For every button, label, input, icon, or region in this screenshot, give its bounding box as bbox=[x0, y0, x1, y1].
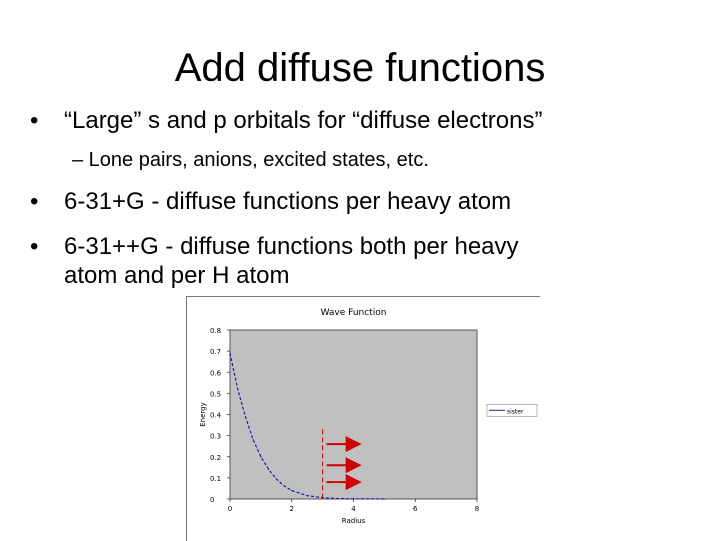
x-axis-label: Radius bbox=[341, 517, 366, 525]
bullet-text-line2: atom and per H atom bbox=[64, 262, 290, 289]
x-tick-label: 8 bbox=[474, 505, 480, 513]
bullet-text-line1: 6-31++G - diffuse functions both per heavy bbox=[64, 233, 519, 260]
data-point bbox=[337, 498, 338, 499]
data-point bbox=[353, 498, 354, 499]
sub-bullet-examples: – Lone pairs, anions, excited states, etc. bbox=[72, 149, 429, 171]
data-point bbox=[276, 478, 277, 479]
y-tick-label: 0.8 bbox=[210, 327, 222, 335]
x-tick-label: 2 bbox=[289, 505, 294, 513]
bullet-marker: • bbox=[30, 233, 39, 260]
data-point bbox=[291, 490, 292, 491]
data-point bbox=[384, 498, 385, 499]
data-point bbox=[253, 439, 254, 440]
chart-svg bbox=[187, 297, 540, 541]
y-tick-label: 0.1 bbox=[210, 474, 222, 483]
y-tick-label: 0.2 bbox=[210, 453, 222, 462]
data-point bbox=[268, 469, 269, 470]
wave-function-chart bbox=[186, 296, 540, 541]
bullet-marker: • bbox=[30, 188, 39, 215]
chart-title: Wave Function bbox=[320, 308, 387, 318]
x-tick-label: 0 bbox=[227, 505, 233, 513]
data-point bbox=[283, 485, 284, 486]
bullet-text: 6-31+G - diffuse functions per heavy atom bbox=[64, 188, 512, 215]
bullet-marker: • bbox=[30, 107, 39, 134]
slide-title: Add diffuse functions bbox=[174, 46, 546, 90]
y-tick-label: 0.5 bbox=[210, 390, 222, 399]
data-point bbox=[307, 495, 308, 496]
data-point bbox=[229, 353, 230, 354]
bullet-text: “Large” s and p orbitals for “diffuse electrons” bbox=[64, 107, 543, 134]
legend-label: sister bbox=[507, 408, 524, 416]
y-tick-label: 0.3 bbox=[210, 432, 222, 441]
x-tick-label: 4 bbox=[351, 505, 356, 513]
x-tick-label: 6 bbox=[413, 505, 418, 513]
y-axis-label: Energy bbox=[199, 402, 207, 427]
data-point bbox=[237, 389, 238, 390]
y-tick-label: 0.4 bbox=[210, 411, 222, 420]
data-point bbox=[260, 456, 261, 457]
data-point bbox=[245, 416, 246, 417]
y-tick-label: 0 bbox=[210, 496, 215, 504]
plot-area bbox=[230, 330, 477, 499]
y-tick-label: 0.7 bbox=[210, 348, 222, 357]
y-tick-label: 0.6 bbox=[210, 369, 222, 378]
